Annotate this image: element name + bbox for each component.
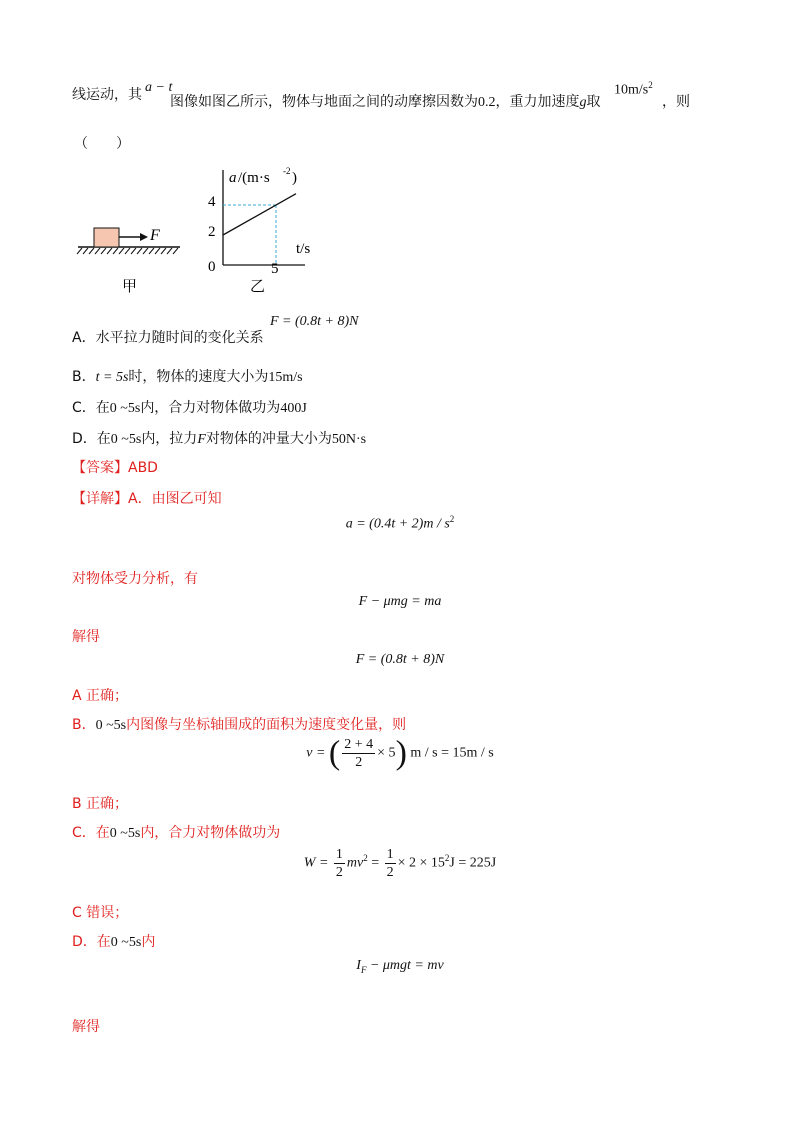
- c-wrong: C 错误；: [72, 905, 129, 921]
- origin-label: 0: [208, 259, 216, 275]
- answer-paren: （ ）: [74, 136, 130, 152]
- question-text-2: 图像如图乙所示，物体与地面之间的动摩擦因数为0.2，重力加速度g取: [170, 94, 601, 110]
- figure-jia: [77, 227, 180, 295]
- equation-4: v = ( $\frac{2 + 4}{2}$ × 5) m / s = 15m / s: [306, 734, 494, 772]
- hatch-mark: [77, 248, 82, 254]
- equation-3: F = (0.8t + 8)N: [355, 652, 445, 667]
- hatch-mark: [83, 248, 88, 254]
- figure: [70, 160, 400, 300]
- option-c: C．在0 ~5s内，合力对物体做功为400J: [72, 400, 307, 416]
- question-line: [72, 84, 142, 104]
- hatch-mark: [125, 248, 130, 254]
- y-tick-4: 4: [208, 194, 216, 210]
- b-explain: B．0 ~5s内图像与坐标轴围成的面积为速度变化量，则: [72, 717, 407, 733]
- force-analysis: 对物体受力分析，有: [72, 571, 198, 587]
- jiede-1: 解得: [72, 629, 100, 645]
- detail-line: 【详解】A．由图乙可知: [72, 491, 222, 507]
- hatch-mark: [149, 248, 154, 254]
- block: [94, 228, 119, 247]
- option-a-formula: F = (0.8t + 8)N: [270, 314, 359, 329]
- equation-6: $I_F - \mu mgt$ = mv: [356, 958, 444, 975]
- force-arrowhead: [140, 233, 148, 241]
- hatch-mark: [89, 248, 94, 254]
- equation-2: F − μmg = ma: [358, 594, 442, 609]
- hatch-mark: [101, 248, 106, 254]
- y-axis-label-full: /(m·s: [238, 170, 270, 186]
- ground-hatch: [77, 248, 178, 254]
- option-a: A．水平拉力随时间的变化关系: [72, 330, 264, 346]
- answer-line: 【答案】ABD: [72, 460, 158, 476]
- y-axis-label: a: [229, 170, 237, 186]
- jiede-2: 解得: [72, 1019, 100, 1035]
- hatch-mark: [113, 248, 118, 254]
- fraction: $\frac{2 + 4}{2}$: [344, 737, 374, 770]
- hatch-mark: [173, 248, 178, 254]
- hatch-mark: [161, 248, 166, 254]
- x-axis-label: t/s: [296, 241, 311, 257]
- c-explain: C．在0 ~5s内，合力对物体做功为: [72, 825, 281, 841]
- question-then: ，则: [662, 94, 690, 110]
- caption-yi: 乙: [250, 277, 266, 295]
- question-text: 线运动，其: [72, 87, 142, 103]
- y-tick-2: 2: [208, 224, 216, 240]
- hatch-mark: [167, 248, 172, 254]
- g-value: $10m/s^2$: [614, 80, 653, 98]
- a-correct: A 正确；: [72, 688, 129, 704]
- option-d: D．在0 ~5s内，拉力F对物体的冲量大小为50N·s: [72, 431, 367, 447]
- equation-1: $a = (0.4t + 2)m / s^2$: [345, 514, 455, 532]
- data-line: [223, 194, 296, 235]
- d-explain: D．在0 ~5s内: [72, 934, 156, 950]
- y-axis-close: ): [292, 170, 297, 186]
- at-label: a − t: [145, 80, 173, 95]
- option-b: B．t = 5s时，物体的速度大小为15m/s: [72, 369, 303, 385]
- equation-5: W = $\frac{1}{2}$ $mv^2$ = $\frac{1}{2}$ × $2 \times 15^2J = 225J$: [303, 847, 497, 880]
- x-tick-5: 5: [271, 261, 279, 277]
- y-axis-exp: -2: [283, 166, 291, 176]
- hatch-mark: [95, 248, 100, 254]
- hatch-mark: [107, 248, 112, 254]
- figure-yi: [208, 166, 310, 295]
- answer-value: ABD: [128, 460, 158, 476]
- hatch-mark: [143, 248, 148, 254]
- hatch-mark: [131, 248, 136, 254]
- hatch-mark: [155, 248, 160, 254]
- hatch-mark: [119, 248, 124, 254]
- hatch-mark: [137, 248, 142, 254]
- caption-jia: 甲: [122, 277, 138, 295]
- force-label: F: [150, 227, 160, 244]
- b-correct: B 正确；: [72, 796, 129, 812]
